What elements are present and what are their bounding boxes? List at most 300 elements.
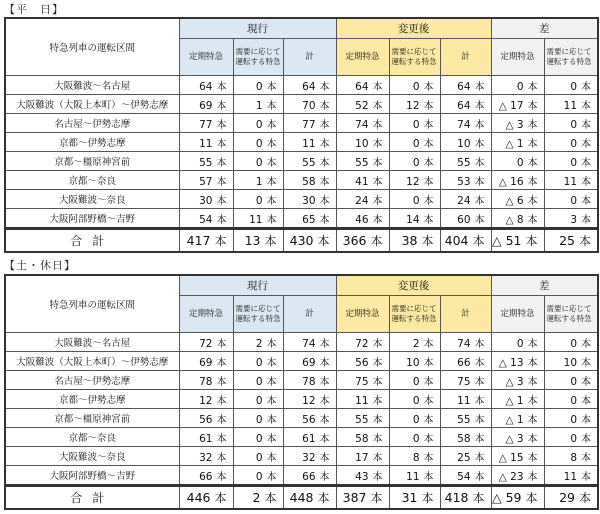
unit: 本 [581,452,592,464]
value: 57 [199,175,213,188]
value: 74 [457,118,471,131]
changed-on-demand-cell [389,95,440,114]
diff-regular-cell [491,76,544,95]
unit: 本 [266,395,277,407]
value: 0 [570,375,578,388]
unit: 本 [423,195,434,207]
unit: 本 [216,395,227,407]
unit: 本 [319,338,330,350]
diff-regular-cell [491,209,544,229]
unit: 本 [214,491,227,505]
value: △ 15 [498,451,524,464]
unit: 本 [372,452,383,464]
value: 8 [412,451,420,464]
value: 54 [199,213,213,226]
unit: 本 [527,138,538,150]
unit: 本 [423,138,434,150]
unit: 本 [319,214,330,226]
value: 61 [302,432,316,445]
value: 11 [302,137,316,150]
diff-regular-cell [491,333,544,352]
header-line-2: 運転する特急 [391,314,437,323]
value: 78 [302,375,316,388]
value: 75 [457,375,471,388]
table-row [5,352,598,371]
diff-group-header: 差 [491,275,598,296]
unit: 本 [319,414,330,426]
value: 0 [255,451,263,464]
changed-regular-cell [336,428,389,447]
value: 10 [563,356,578,369]
changed-on-demand-cell [389,171,440,190]
unit: 本 [527,176,538,188]
current-regular-cell [179,390,233,409]
diff-on-demand-cell [544,152,598,171]
header-line-1: 需要に応じて [391,304,437,313]
unit: 本 [266,176,277,188]
unit: 本 [372,357,383,369]
diff-on-demand-cell [544,95,598,114]
value: 30 [199,194,213,207]
value: 69 [199,356,213,369]
table-row [5,409,598,428]
value: 418 [444,490,469,505]
diff-on-demand-cell [544,371,598,390]
unit: 本 [581,157,592,169]
value: 52 [355,99,369,112]
diff-on-demand-cell [544,76,598,95]
table-row [5,466,598,486]
unit: 本 [266,119,277,131]
value: 1 [255,175,263,188]
diff-on-demand-cell [544,190,598,209]
value: 30 [302,194,316,207]
current-regular-cell [179,409,233,428]
unit: 本 [581,176,592,188]
unit: 本 [370,491,383,505]
unit: 本 [423,471,434,483]
current-total-cell [283,209,336,229]
current-regular-cell [179,447,233,466]
route-name: 大阪難波～名古屋 [5,76,179,95]
value: 0 [516,80,524,93]
diff-on-demand-cell [544,114,598,133]
changed-regular-cell [336,152,389,171]
value: 77 [199,118,213,131]
unit: 本 [423,214,434,226]
unit: 本 [372,214,383,226]
unit: 本 [581,214,592,226]
changed-regular-header: 定期特急 [336,39,389,76]
value: △ 13 [498,356,524,369]
table-row [5,114,598,133]
value: 3 [570,213,578,226]
changed-total-total [440,229,491,253]
current-total-cell [283,371,336,390]
changed-total-cell [440,209,491,229]
unit: 本 [423,119,434,131]
table-row [5,333,598,352]
value: 10 [406,356,420,369]
diff-regular-header: 定期特急 [491,39,544,76]
value: 64 [457,80,471,93]
current-total-cell [283,390,336,409]
value: 0 [255,432,263,445]
table-row [5,209,598,229]
value: 0 [255,156,263,169]
value: △ 3 [505,432,524,445]
unit: 本 [423,357,434,369]
current-on-demand-header [233,296,283,333]
unit: 本 [581,195,592,207]
current-total-cell [283,152,336,171]
unit: 本 [216,119,227,131]
unit: 本 [423,376,434,388]
unit: 本 [317,234,330,248]
unit: 本 [581,81,592,93]
current-on-demand-cell [233,428,283,447]
changed-total-cell [440,114,491,133]
unit: 本 [423,414,434,426]
unit: 本 [423,100,434,112]
value: 64 [302,80,316,93]
unit: 本 [474,214,485,226]
changed-regular-cell [336,76,389,95]
diff-on-demand-cell [544,447,598,466]
total-label: 合計 [5,229,179,253]
value: 0 [255,118,263,131]
value: 77 [302,118,316,131]
changed-regular-cell [336,171,389,190]
unit: 本 [372,176,383,188]
route-name: 大阪阿部野橋～吉野 [5,466,179,486]
route-name: 京都～橿原神宮前 [5,152,179,171]
unit: 本 [474,338,485,350]
route-name: 京都～奈良 [5,171,179,190]
value: 72 [355,337,369,350]
current-regular-cell [179,114,233,133]
value: 69 [302,356,316,369]
unit: 本 [216,157,227,169]
changed-on-demand-cell [389,114,440,133]
diff-regular-cell [491,466,544,486]
value: 366 [342,233,367,248]
current-on-demand-total [233,229,283,253]
value: 55 [457,156,471,169]
value: 12 [406,99,420,112]
value: △ 1 [505,394,524,407]
unit: 本 [527,338,538,350]
value: 11 [406,470,420,483]
total-row [5,229,598,253]
changed-total-cell [440,447,491,466]
unit: 本 [216,376,227,388]
current-regular-cell [179,152,233,171]
changed-on-demand-cell [389,428,440,447]
unit: 本 [266,195,277,207]
value: 0 [570,80,578,93]
unit: 本 [216,81,227,93]
current-regular-cell [179,76,233,95]
current-on-demand-cell [233,209,283,229]
value: 0 [255,470,263,483]
value: 66 [199,470,213,483]
unit: 本 [372,81,383,93]
unit: 本 [581,357,592,369]
unit: 本 [581,414,592,426]
current-total-cell [283,190,336,209]
diff-on-demand-cell [544,133,598,152]
changed-regular-cell [336,409,389,428]
changed-regular-cell [336,390,389,409]
unit: 本 [525,234,538,248]
unit: 本 [423,157,434,169]
current-on-demand-cell [233,152,283,171]
value: 55 [199,156,213,169]
unit: 本 [421,234,434,248]
diff-regular-cell [491,133,544,152]
value: 24 [355,194,369,207]
unit: 本 [423,81,434,93]
current-on-demand-cell [233,390,283,409]
value: 0 [516,337,524,350]
diff-regular-cell [491,190,544,209]
changed-regular-cell [336,190,389,209]
changed-total-cell [440,390,491,409]
value: 55 [457,413,471,426]
unit: 本 [474,395,485,407]
unit: 本 [319,195,330,207]
table-row [5,171,598,190]
value: 0 [412,413,420,426]
value: △ 17 [498,99,524,112]
current-on-demand-cell [233,114,283,133]
unit: 本 [319,119,330,131]
unit: 本 [474,357,485,369]
value: 70 [302,99,316,112]
value: 11 [249,213,263,226]
table-row [5,76,598,95]
unit: 本 [579,234,592,248]
changed-on-demand-cell [389,352,440,371]
unit: 本 [319,433,330,445]
current-total-cell [283,447,336,466]
current-regular-cell [179,95,233,114]
changed-total-cell [440,95,491,114]
unit: 本 [474,81,485,93]
diff-on-demand-total [544,229,598,253]
changed-on-demand-cell [389,152,440,171]
value: 2 [412,337,420,350]
diff-on-demand-cell [544,428,598,447]
unit: 本 [474,100,485,112]
value: 12 [199,394,213,407]
unit: 本 [581,338,592,350]
changed-total-cell [440,409,491,428]
unit: 本 [423,452,434,464]
diff-regular-cell [491,95,544,114]
current-total-header: 計 [283,296,336,333]
unit: 本 [266,81,277,93]
unit: 本 [216,100,227,112]
current-total-cell [283,352,336,371]
changed-regular-cell [336,447,389,466]
value: 11 [563,470,578,483]
value: 66 [302,470,316,483]
current-on-demand-cell [233,447,283,466]
header-line-1: 需要に応じて [546,304,592,313]
value: △ 6 [505,194,524,207]
route-name: 大阪阿部野橋～吉野 [5,209,179,229]
value: 0 [255,356,263,369]
value: 0 [412,394,420,407]
unit: 本 [319,100,330,112]
value: 38 [401,233,418,248]
weekday-title: 【平 日】 [4,3,64,16]
route-name: 大阪難波～奈良 [5,190,179,209]
value: 1 [255,99,263,112]
table-row [5,371,598,390]
value: 25 [457,451,471,464]
value: 24 [457,194,471,207]
table-row [5,190,598,209]
header-line-2: 運転する特急 [546,57,592,66]
header-line-2: 運転する特急 [235,314,281,323]
unit: 本 [216,357,227,369]
unit: 本 [372,157,383,169]
value: 417 [186,233,211,248]
changed-regular-total [336,486,389,510]
changed-regular-cell [336,352,389,371]
diff-regular-cell [491,428,544,447]
current-on-demand-cell [233,371,283,390]
unit: 本 [527,119,538,131]
changed-regular-total [336,229,389,253]
value: △ 59 [492,490,522,505]
unit: 本 [319,157,330,169]
value: 10 [457,137,471,150]
current-on-demand-cell [233,76,283,95]
route-header: 特急列車の運転区間 [5,275,179,333]
route-name: 京都～奈良 [5,428,179,447]
unit: 本 [579,491,592,505]
value: 66 [457,356,471,369]
unit: 本 [372,395,383,407]
unit: 本 [216,214,227,226]
value: 72 [199,337,213,350]
diff-on-demand-cell [544,409,598,428]
unit: 本 [264,491,277,505]
unit: 本 [527,214,538,226]
changed-regular-cell [336,209,389,229]
unit: 本 [527,157,538,169]
unit: 本 [527,195,538,207]
table-row [5,152,598,171]
changed-total-total [440,486,491,510]
unit: 本 [319,176,330,188]
holiday-title: 【土・休日】 [4,259,76,272]
changed-total-cell [440,333,491,352]
route-name: 大阪難波～名古屋 [5,333,179,352]
unit: 本 [527,452,538,464]
unit: 本 [472,491,485,505]
unit: 本 [319,138,330,150]
value: △ 1 [505,413,524,426]
value: 29 [559,490,576,505]
current-total-total [283,486,336,510]
value: 0 [412,375,420,388]
header-line-1: 需要に応じて [235,47,281,56]
unit: 本 [472,234,485,248]
header-line-2: 運転する特急 [235,57,281,66]
current-regular-cell [179,190,233,209]
changed-regular-cell [336,95,389,114]
current-total-cell [283,428,336,447]
value: 32 [302,451,316,464]
changed-on-demand-total [389,229,440,253]
unit: 本 [319,395,330,407]
value: 0 [255,137,263,150]
value: 10 [355,137,369,150]
value: 56 [199,413,213,426]
value: 55 [302,156,316,169]
value: 14 [406,213,420,226]
changed-total-cell [440,76,491,95]
current-total-cell [283,114,336,133]
value: 2 [252,490,261,505]
diff-on-demand-cell [544,390,598,409]
unit: 本 [423,338,434,350]
unit: 本 [474,452,485,464]
unit: 本 [216,338,227,350]
value: 11 [563,175,578,188]
current-on-demand-cell [233,95,283,114]
value: △ 8 [505,213,524,226]
unit: 本 [216,138,227,150]
value: 17 [355,451,369,464]
diff-regular-total [491,486,544,510]
unit: 本 [581,100,592,112]
unit: 本 [216,176,227,188]
unit: 本 [527,433,538,445]
unit: 本 [266,214,277,226]
changed-total-cell [440,466,491,486]
value: 69 [199,99,213,112]
current-regular-cell [179,352,233,371]
unit: 本 [319,357,330,369]
value: 0 [570,432,578,445]
changed-total-cell [440,371,491,390]
total-label: 合計 [5,486,179,510]
changed-regular-cell [336,371,389,390]
unit: 本 [372,195,383,207]
diff-regular-cell [491,114,544,133]
current-regular-total [179,486,233,510]
route-name: 京都～橿原神宮前 [5,409,179,428]
unit: 本 [266,471,277,483]
value: 54 [457,470,471,483]
diff-regular-cell [491,409,544,428]
unit: 本 [581,119,592,131]
current-regular-cell [179,371,233,390]
changed-total-cell [440,152,491,171]
weekday-table [4,17,599,253]
changed-total-cell [440,171,491,190]
current-regular-cell [179,133,233,152]
value: 53 [457,175,471,188]
changed-on-demand-cell [389,209,440,229]
value: 58 [302,175,316,188]
